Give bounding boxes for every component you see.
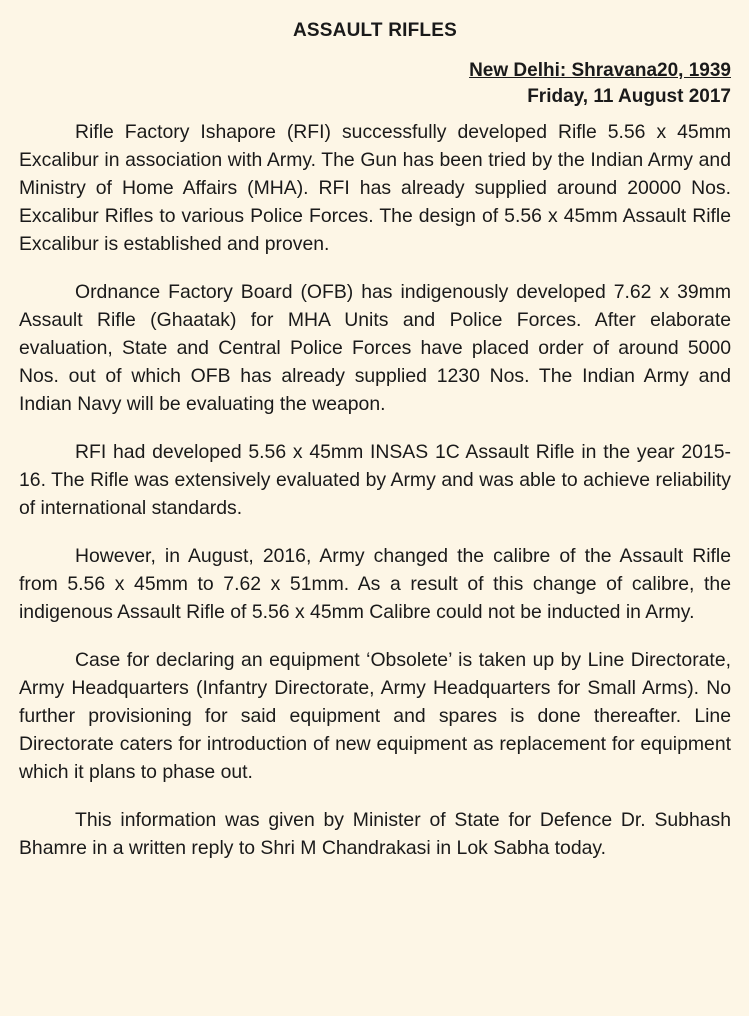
document-body xyxy=(19,118,731,862)
dateline-date: Friday, 11 August 2017 xyxy=(527,86,731,107)
dateline-place xyxy=(19,58,731,84)
paragraph-obsolete-equipment: Case for declaring an equipment ‘Obsolete’ is taken up by Line Directorate, Army Headquarters (Infantry Directorate, Army Headquarters for Small Arms). No further provisioning for said equipment and spares is done thereafter. Line Directorate caters for introduction of new equipment as replacement for equipment which it plans to phase out. xyxy=(19,649,731,783)
document-title: ASSAULT RIFLES xyxy=(293,20,457,41)
paragraph-calibre-change: However, in August, 2016, Army changed the calibre of the Assault Rifle from 5.56 x 45mm to 7.62 x 51mm. As a result of this change of calibre, the indigenous Assault Rifle of 5.56 x 45mm Calibre could not be inducted in Army. xyxy=(19,545,731,623)
paragraph-information-source: This information was given by Minister of State for Defence Dr. Subhash Bhamre in a written reply to Shri M Chandrakasi in Lok Sabha today. xyxy=(19,809,731,859)
paragraph-ofb-ghaatak: Ordnance Factory Board (OFB) has indigenously developed 7.62 x 39mm Assault Rifle (Ghaatak) for MHA Units and Police Forces. After elaborate evaluation, State and Central Police Forces have placed order of around 5000 Nos. out of which OFB has already supplied 1230 Nos. The Indian Army and Indian Navy will be evaluating the weapon. xyxy=(19,281,731,415)
paragraph-insas-1c: RFI had developed 5.56 x 45mm INSAS 1C Assault Rifle in the year 2015-16. The Rifle was extensively evaluated by Army and was able to achieve reliability of international standards. xyxy=(19,441,731,519)
dateline-place-text: New Delhi: Shravana20, 1939 xyxy=(469,60,731,81)
dateline-block xyxy=(19,58,731,110)
paragraph-rfi-excalibur: Rifle Factory Ishapore (RFI) successfully developed Rifle 5.56 x 45mm Excalibur in association with Army. The Gun has been tried by the Indian Army and Ministry of Home Affairs (MHA). RFI has already supplied around 20000 Nos. Excalibur Rifles to various Police Forces. The design of 5.56 x 45mm Assault Rifle Excalibur is established and proven. xyxy=(19,121,731,255)
